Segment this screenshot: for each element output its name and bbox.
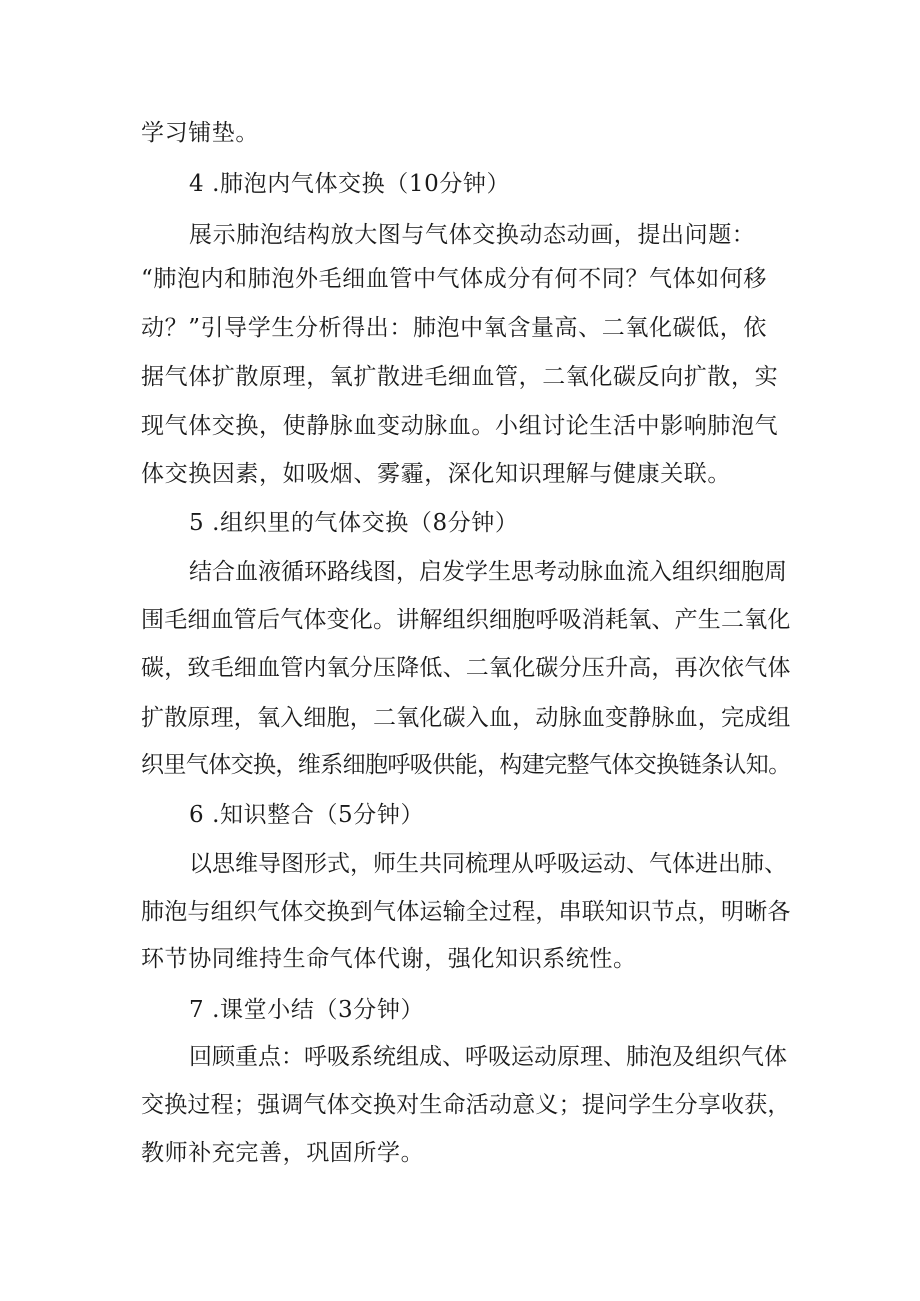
paragraph-line: 据气体扩散原理，氧扩散进毛细血管，二氧化碳反向扩散，实 bbox=[141, 364, 779, 390]
paragraph-line: 扩散原理，氧入细胞，二氧化碳入血，动脉血变静脉血，完成组 bbox=[141, 705, 791, 731]
paragraph-line: 展示肺泡结构放大图与气体交换动态动画，提出问题： bbox=[189, 222, 756, 248]
paragraph-line: 以思维导图形式，师生共同梳理从呼吸运动、气体进出肺、 bbox=[189, 851, 787, 877]
section-heading-7: 7 .课堂小结（3分钟） bbox=[189, 997, 425, 1023]
section-heading-6: 6 .知识整合（5分钟） bbox=[189, 802, 425, 828]
paragraph-line: 交换过程；强调气体交换对生命活动意义；提问学生分享收获， bbox=[141, 1092, 791, 1118]
paragraph-line: 教师补充完善，巩固所学。 bbox=[141, 1140, 425, 1166]
paragraph-line: 围毛细血管后气体变化。讲解组织细胞呼吸消耗氧、产生二氧化 bbox=[141, 607, 791, 633]
paragraph-line: 肺泡与组织气体交换到气体运输全过程，串联知识节点，明晰各 bbox=[141, 899, 791, 925]
paragraph-line: 学习铺垫。 bbox=[141, 120, 259, 146]
paragraph-line: 体交换因素，如吸烟、雾霾，深化知识理解与健康关联。 bbox=[141, 461, 731, 487]
section-heading-4: 4 .肺泡内气体交换（10分钟） bbox=[189, 171, 511, 197]
paragraph-line: 碳，致毛细血管内氧分压降低、二氧化碳分压升高，再次依气体 bbox=[141, 655, 791, 681]
paragraph-line: “肺泡内和肺泡外毛细血管中气体成分有何不同？气体如何移 bbox=[141, 266, 767, 292]
paragraph-line: 动？”引导学生分析得出：肺泡中氧含量高、二氧化碳低，依 bbox=[141, 315, 767, 341]
section-heading-5: 5 .组织里的气体交换（8分钟） bbox=[189, 510, 519, 536]
paragraph-line: 织里气体交换，维系细胞呼吸供能，构建完整气体交换链条认知。 bbox=[141, 752, 791, 778]
paragraph-line: 环节协同维持生命气体代谢，强化知识系统性。 bbox=[141, 946, 637, 972]
paragraph-line: 现气体交换，使静脉血变动脉血。小组讨论生活中影响肺泡气 bbox=[141, 413, 779, 439]
paragraph-line: 回顾重点：呼吸系统组成、呼吸运动原理、肺泡及组织气体 bbox=[189, 1044, 787, 1070]
paragraph-line: 结合血液循环路线图，启发学生思考动脉血流入组织细胞周 bbox=[189, 559, 787, 585]
